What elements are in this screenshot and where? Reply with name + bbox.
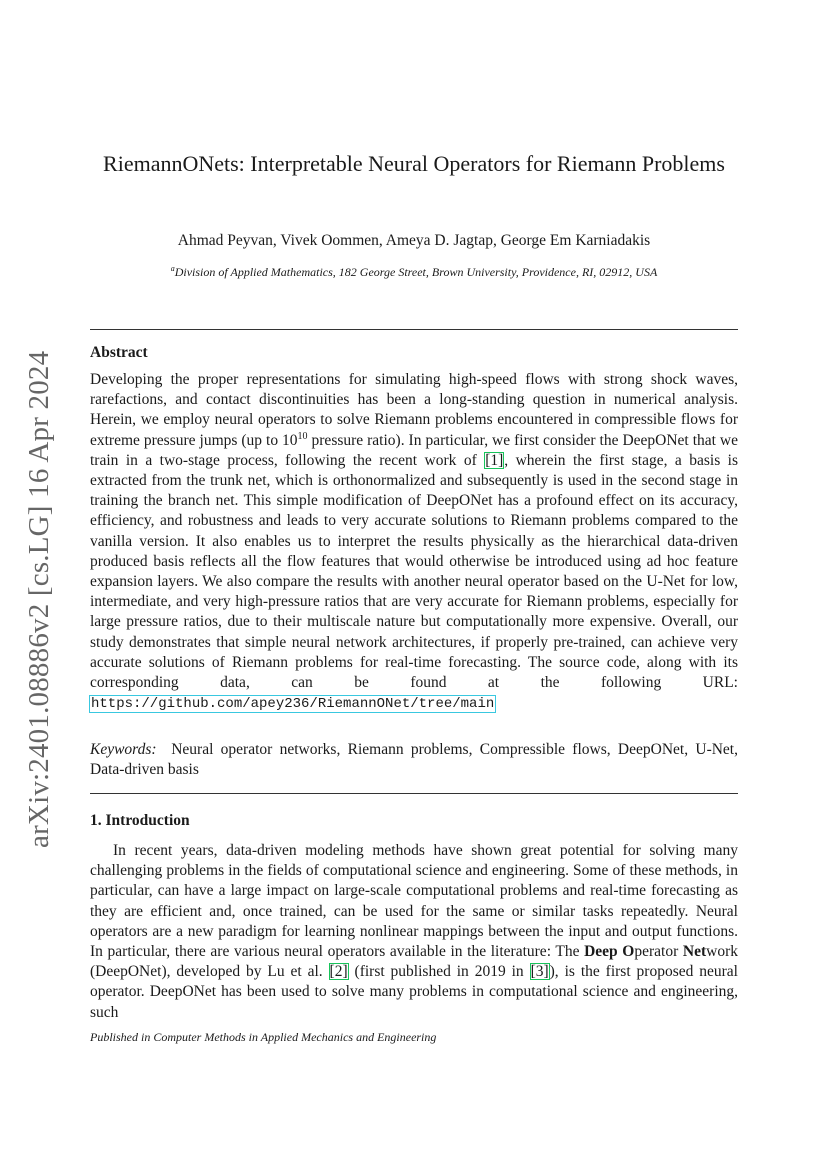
abstract-text-3: , wherein the first stage, a basis is extracted from the trunk net, which is orthonormalized and subsequently is used in the second stage in training the branch net. This simple modification of DeepONet has a profound effect on its accuracy, efficiency, and robustness and leads to very accurate solutions to Riemann problems compared to the vanilla version. It also enables us to interpret the results physically as the hierarchical data-driven produced basis reflects all the flow features that would otherwise be introduced using ad hoc feature expansion layers. We also compare the results with another neural operator based on the U-Net for low, intermediate, and very high-pressure ratios that are very accurate for Riemann problems, especially for large pressure ratios, due to their multiscale nature but computationally more expensive. Overall, our study demonstrates that simple neural network architectures, if properly pre-trained, can achieve very accurate solutions of Riemann problems for real-time forecasting. The source code, along with its corresponding data, can be found at the following URL:: [90, 451, 739, 692]
citation-link-2[interactable]: [2]: [329, 963, 348, 981]
arxiv-identifier: arXiv:2401.08886v2 [cs.LG] 16 Apr 2024: [23, 350, 55, 848]
affiliation: [90, 265, 738, 280]
abstract-text-1: Developing the proper representations for simulating high-speed flows with strong shock waves, rarefactions, and contact discontinuities has been a long-standing question in numerical analysis. Herein, we employ neural operators to solve Riemann problems encountered in compressible flows for extreme pressure jumps (up to 10: [90, 371, 738, 449]
citation-link-3[interactable]: [3]: [530, 963, 549, 981]
source-code-url-link[interactable]: https://github.com/apey236/RiemannONet/tree/main: [91, 696, 495, 713]
keywords-text: Neural operator networks, Riemann problems, Compressible flows, DeepONet, U-Net, Data-driven basis: [90, 741, 738, 779]
section-heading-introduction: 1. Introduction: [90, 812, 190, 829]
intro-text-1: In recent years, data-driven modeling methods have shown great potential for solving many challenging problems in the fields of computational science and engineering. Some of these methods, in particular, can have a large impact on large-scale computational problems and real-time forecasting as they are efficient and, once trained, can be used for the same or similar tasks repeatedly. Neural operators are a new paradigm for learning nonlinear mappings between the input and output functions. In particular, there are various neural operators available in the literature: The: [90, 842, 738, 961]
introduction-body: [90, 841, 738, 1023]
intro-text-4: ), is the first proposed neural operator. DeepONet has been used to solve many problems in computational science and engineering, such: [90, 963, 738, 1021]
citation-link-1[interactable]: [1]: [485, 451, 504, 469]
abstract-heading: Abstract: [90, 344, 148, 361]
author-list: Ahmad Peyvan, Vivek Oommen, Ameya D. Jagtap, George Em Karniadakis: [177, 232, 651, 249]
paper-title: RiemannONets: Interpretable Neural Operators for Riemann Problems: [103, 151, 725, 176]
keywords: [90, 740, 738, 780]
affiliation-text: Division of Applied Mathematics, 182 George Street, Brown University, Providence, RI, 02912, USA: [174, 265, 658, 279]
intro-text-2: work (DeepONet), developed by Lu et al.: [90, 943, 738, 981]
pressure-exponent: 10: [297, 430, 308, 442]
intro-bold-2: Net: [682, 943, 707, 961]
intro-bold-1: Deep O: [584, 943, 635, 961]
bottom-divider: [90, 793, 738, 794]
affiliation-marker: a: [170, 264, 175, 273]
intro-text-mid: perator: [634, 943, 683, 961]
abstract-text-2: pressure ratio). In particular, we first consider the DeepONet that we train in a two-stage process, following the recent work of: [90, 431, 738, 469]
intro-text-3: (first published in 2019 in: [348, 963, 530, 981]
abstract-body: [90, 370, 738, 714]
keywords-label: Keywords:: [90, 741, 157, 758]
publication-footer: Published in Computer Methods in Applied Mechanics and Engineering: [90, 1030, 437, 1044]
top-divider: [90, 329, 738, 330]
